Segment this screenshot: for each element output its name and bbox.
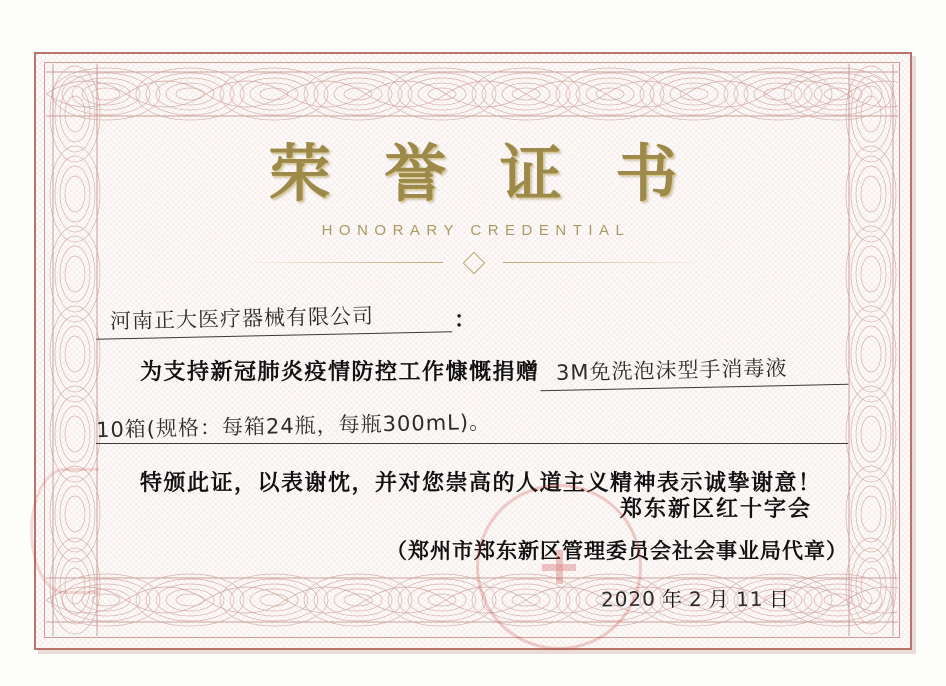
donation-detail-row: [96, 410, 848, 444]
donation-lead-row: [96, 354, 848, 388]
certificate-body: [96, 296, 848, 497]
date-day-label: 日: [769, 587, 790, 611]
title-chinese: 荣 誉 证 书: [268, 137, 694, 210]
recipient-row: [96, 296, 848, 336]
recipient-name: 河南正大医疗器械有限公司: [96, 298, 453, 339]
donation-item: 3M免洗泡沫型手消毒液: [539, 351, 848, 391]
issuer-block: [96, 492, 848, 612]
date-year-label: 年: [661, 587, 683, 611]
date-month-label: 月: [708, 587, 730, 611]
date-month-value: 2: [688, 586, 703, 612]
issue-date: [96, 583, 848, 612]
issuer-subtitle: （郑州市郑东新区管理委员会社会事业局代章）: [386, 538, 848, 563]
date-day-value: 11: [735, 586, 764, 612]
title-english: HONORARY CREDENTIAL: [321, 222, 631, 240]
title-divider: [238, 255, 708, 269]
date-year-value: 2020: [600, 586, 657, 612]
donation-detail: 10箱(规格：每箱24瓶，每瓶300mL)。: [95, 409, 492, 443]
certificate-title-block: [0, 137, 946, 269]
issuer-name: 郑东新区红十字会: [619, 496, 812, 522]
donation-lead-text: 为支持新冠肺炎疫情防控工作慷慨捐赠: [140, 359, 540, 385]
recipient-colon: ：: [454, 307, 477, 333]
closing-text: 特颁此证，以表谢忱，并对您崇高的人道主义精神表示诚挚谢意！: [140, 470, 822, 496]
